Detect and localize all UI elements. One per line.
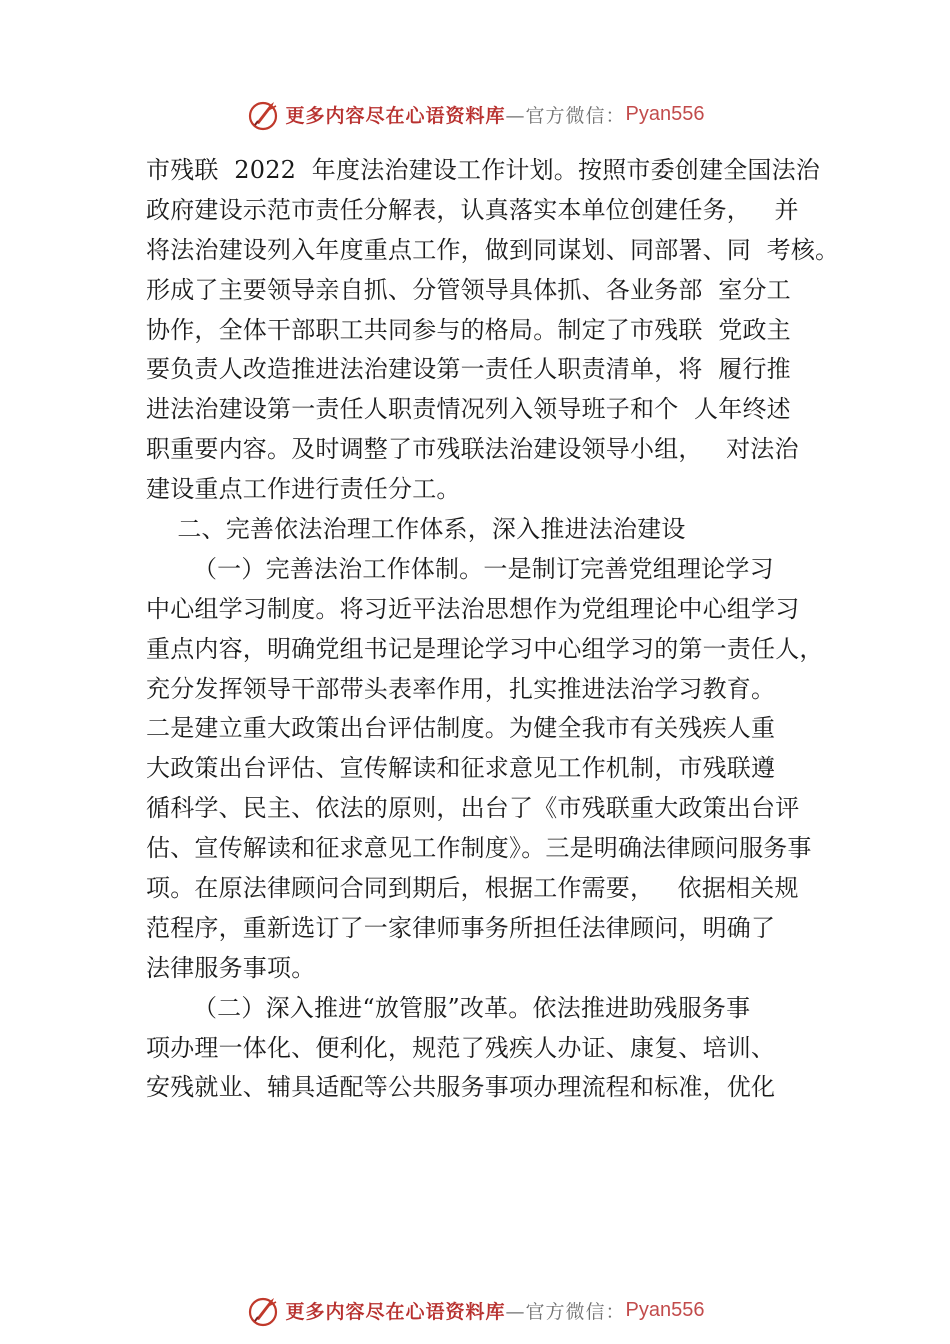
watermark-banner-bottom — [0, 1290, 950, 1330]
text-line: 进法治建设第一责任人职责情况列入领导班子和个 人年终述 — [146, 395, 791, 424]
watermark-brand: 更多内容尽在心语资料库 — [285, 1300, 506, 1323]
text-line: 估、宣传解读和征求意见工作制度》。三是明确法律顾问服务事 — [146, 834, 812, 863]
quill-logo-icon — [246, 96, 282, 132]
text-line: 形成了主要领导亲自抓、分管领导具体抓、各业务部 室分工 — [146, 275, 791, 304]
text-line: 项办理一体化、便利化，规范了残疾人办证、康复、培训、 — [146, 1033, 776, 1062]
text-line: 职重要内容。及时调整了市残联法治建设领导小组， 对法治 — [146, 435, 799, 464]
section-heading: 二、完善依法治理工作体系，深入推进法治建设 — [146, 515, 686, 544]
text-line: 协作，全体干部职工共同参与的格局。制定了市残联 党政主 — [146, 315, 791, 344]
watermark-brand: 更多内容尽在心语资料库 — [285, 104, 506, 127]
watermark-wechat-label: —官方微信： — [505, 104, 626, 127]
text-line: （一）完善法治工作体制。一是制订完善党组理论学习 — [146, 554, 774, 583]
watermark-wechat-id: Pyan556 — [625, 1298, 705, 1321]
document-body — [146, 150, 866, 1107]
text-line: 政府建设示范市责任分解表，认真落实本单位创建任务， 并 — [146, 195, 799, 224]
text-line: 要负责人改造推进法治建设第一责任人职责清单，将 履行推 — [146, 355, 791, 384]
text-line: 中心组学习制度。将习近平法治思想作为党组理论中心组学习 — [146, 594, 800, 623]
quill-logo-icon — [246, 1292, 282, 1328]
text-line: 项。在原法律顾问合同到期后，根据工作需要， 依据相关规 — [146, 874, 799, 903]
text-line: 充分发挥领导干部带头表率作用，扎实推进法治学习教育。 — [146, 674, 776, 703]
text-line: 法律服务事项。 — [146, 953, 316, 982]
text-line: 市残联 2022 年度法治建设工作计划。按照市委创建全国法治 — [146, 156, 820, 184]
text-line: 大政策出台评估、宣传解读和征求意见工作机制，市残联遵 — [146, 754, 776, 783]
text-line: 二是建立重大政策出台评估制度。为健全我市有关残疾人重 — [146, 714, 776, 743]
text-line: 循科学、民主、依法的原则，出台了《市残联重大政策出台评 — [146, 794, 800, 823]
text-line: 将法治建设列入年度重点工作，做到同谋划、同部署、同 考核。 — [146, 235, 840, 264]
text-line: 重点内容，明确党组书记是理论学习中心组学习的第一责任人， — [146, 634, 824, 663]
text-line: 范程序，重新选订了一家律师事务所担任法律顾问，明确了 — [146, 913, 776, 942]
text-line: 建设重点工作进行责任分工。 — [146, 475, 461, 504]
watermark-wechat-label: —官方微信： — [505, 1300, 626, 1323]
watermark-banner-top — [0, 94, 950, 134]
text-line: （二）深入推进“放管服”改革。依法推进助残服务事 — [146, 993, 751, 1022]
text-line: 安残就业、辅具适配等公共服务事项办理流程和标准，优化 — [146, 1073, 776, 1102]
watermark-wechat-id: Pyan556 — [625, 102, 705, 125]
